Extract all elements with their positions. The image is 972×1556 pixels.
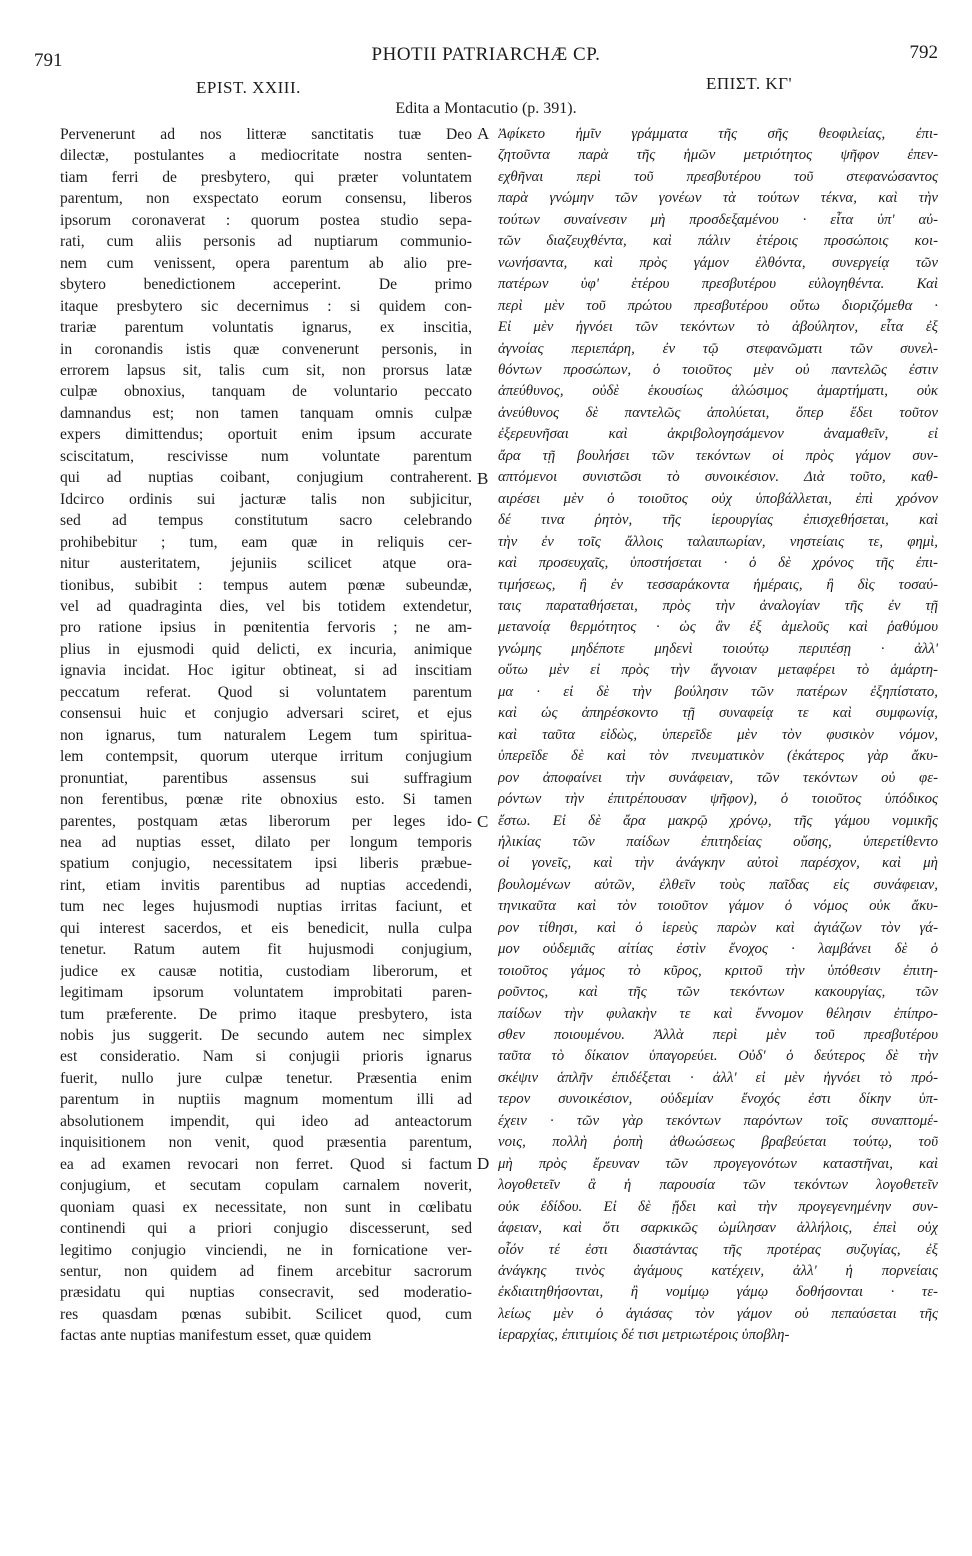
greek-text-line: δέ τινα ῥητὸν, τῆς ἱερουργίας ἐπισχεθήσεται, καὶ (498, 512, 938, 529)
latin-text-line: tum nec leges hujusmodi nuptias irritas faciunt, et (60, 898, 472, 916)
latin-text-line: absolutionem impendit, qui ideo ad anteactorum (60, 1112, 472, 1130)
greek-text-line: θόντων προσώπων, ὁ τοιοῦτος μὲν οὐ παντελῶς ἐστιν (498, 361, 938, 378)
greek-text-line: ἔστω. Εἰ δὲ ἄρα μακρῷ χρόνῳ, τῆς γάμου νομικῆς (498, 812, 938, 829)
greek-text-line: ρον τίθησι, καὶ ὁ ἱερεὺς παρὼν καὶ ἁγιάζων τὸν γά- (498, 919, 938, 936)
latin-text-line: Pervenerunt ad nos litteræ sanctitatis tuæ Deo (60, 126, 472, 143)
latin-text-line: nea ad nuptias esset, dilato per longum temporis (60, 833, 472, 851)
latin-text-line: tenetur. Ratum autem fit hujusmodi conjugium, (60, 941, 472, 959)
latin-text-line: errorem lapsus sit, talis cum sit, non prorsus latæ (60, 361, 472, 379)
greek-text-line: άφειαν, καὶ ὅτι σαρκικῶς ὡμίλησαν ἀλλήλοις, ἐπεὶ οὐχ (498, 1220, 938, 1237)
latin-text-line: sentur, non quidem ad finem arcebitur sacrorum (60, 1263, 472, 1281)
greek-text-line: ταῦτα τὸ δίκαιον ὑπαγορεύει. Οὐδ' ὁ δεύτερος δὲ τὴν (498, 1048, 938, 1065)
latin-text-line: plius in ejusmodi quid delicti, ex incuria, animique (60, 640, 472, 658)
latin-text-line: res quasdam pœnas subibit. Scilicet quod, cum (60, 1305, 472, 1323)
latin-text-line: est consideratio. Nam si conjugii prioris ignarus (60, 1048, 472, 1066)
greek-text-line: τῶν διαζευχθέντα, καὶ πάλιν ἑτέροις προσώποις κοι- (498, 233, 938, 250)
greek-text-line: οὕτω μὲν εἰ πρὸς τὴν ἄγνοιαν μεταφέρει τὸ ἁμάρτη- (498, 662, 938, 679)
greek-text-line: ταις παραταθήσεται, πρὸς τὴν ἀναλογίαν τῆς ἐν τῇ (498, 597, 938, 614)
latin-text-line: factas ante nuptias manifestum esset, quæ quidem (60, 1327, 372, 1345)
greek-text-line: μετανοίᾳ θερμότητος · ὡς ἂν ἐξ ἀμελοῦς καὶ ῥαθύμου (498, 619, 938, 636)
greek-text-line: τοιοῦτος γάμος τὸ κῦρος, κριτοῦ τὴν ὑπόθεσιν ἐπιτη- (498, 962, 938, 979)
greek-text-line: νοις, πολλὴ ῥοπὴ ἀθωώσεως βραβεύεται τούτῳ, τοῦ (498, 1134, 938, 1151)
latin-text-line: parentum, non exspectato eorum consensu, liberos (60, 190, 472, 208)
latin-text-line: ea ad examen revocari non ferret. Quod si factum (60, 1155, 472, 1173)
greek-text-line: τηνικαῦτα καὶ τὸν τοιοῦτον γάμον ὁ νόμος οὐκ ἄκυ- (498, 898, 938, 915)
greek-text-line: ἡλικίας τῶν παίδων ἐπιτηδείας οὔσης, ὑπερετίθεντο (498, 833, 938, 850)
latin-text-line: vel ad quadraginta dies, vel bis totidem extendetur, (60, 597, 472, 615)
greek-text-line: τερον συνοικέσιον, οὐδεμίαν ἔνοχός ἐστι δίκην ὑπ- (498, 1091, 938, 1108)
greek-text-line: ἱεραρχίας, ἐπιτιμίοις δέ τισι μετριωτέροις ὑποβλη- (498, 1327, 790, 1344)
greek-text-line: τιμήσεως, ἢ ἐν τεσσαράκοντα ἡμέραις, ἢ δὶς τοσαύ- (498, 576, 938, 593)
latin-text-line: rati, cum aliis personis ad nuptiarum communio- (60, 233, 472, 251)
latin-text-line: qui ad nuptias coibant, conjugium contraherent. (60, 469, 472, 487)
greek-text-line: έχειν · τῶν γὰρ τεκόντων παρόντων τοῖς συναπτομέ- (498, 1112, 938, 1129)
greek-text-line: τὴν ἐν τοῖς ἄλλοις ταλαιπωρίαν, νηστείαις τε, φημὶ, (498, 533, 938, 550)
page-number-right: 792 (909, 42, 938, 63)
latin-text-line: tiam ferri de presbytero, qui præter voluntatem (60, 168, 472, 186)
edition-note: Edita a Montacutio (p. 391). (395, 100, 577, 117)
latin-text-line: peccatum referat. Quod si voluntatem parentum (60, 683, 472, 701)
greek-text-line: καὶ προσευχαῖς, ὑποστήσεται · ὁ δὲ χρόνος τῆς ἐπι- (498, 555, 938, 572)
latin-text-line: trariæ parentum voluntatis ignarus, ex inscitia, (60, 319, 472, 337)
latin-text-line: itaque presbytero sic decernimus : si quidem con- (60, 297, 472, 315)
latin-text-line: tum præferente. De primo itaque presbytero, ista (60, 1005, 472, 1023)
latin-text-line: quoniam quasi ex necessitate, non sunt in cœlibatu (60, 1198, 472, 1216)
greek-text-line: λογοθετεῖν ἃ ἡ παρουσία τῶν τεκόντων λογοθετεῖν (498, 1177, 938, 1194)
latin-column (60, 124, 472, 1347)
greek-text-line: λείως μὲν ὁ ἁγιάσας τὸν γάμον οὐ πεπαύσεται τῆς (498, 1305, 938, 1322)
greek-text-line: οἷόν τέ ἐστι διαστάντας τῆς προτέρας συζυγίας, ἐξ (498, 1241, 938, 1258)
greek-text-line: ἄρα τῇ βουλήσει τῶν τεκόντων οἱ πρὸς γάμον συν- (498, 447, 938, 464)
latin-text-line: in coronandis istis quæ convenerunt personis, in (60, 340, 472, 358)
latin-text-line: parentum in nuptiis magnum momentum illi ad (60, 1091, 472, 1109)
latin-text-line: pro ratione ipsius in pœnitentia fervoris ; ne am- (60, 619, 472, 637)
latin-text-line: ipsorum coronaverat : quorum postea studio sepa- (60, 211, 472, 229)
latin-text-line: dilectæ, postulantes a mediocritate nostra senten- (60, 147, 472, 165)
greek-text-line: ἐξερευνῆσαι καὶ ἀκριβολογησάμενον ἀναμαθεῖν, εἰ (498, 426, 938, 443)
latin-text-line: sciscitatum, rescivisse num voluntate parentum (60, 447, 472, 465)
greek-text-line: ἀνάγκης τινὸς ἀγάμους κατέχειν, ἀλλ' ἡ πορνείαις (498, 1263, 938, 1280)
latin-text-line: consensui huic et conjugio adversari sciret, et ejus (60, 705, 472, 723)
latin-text-line: legitimam ipsorum voluntatem improbitati paren- (60, 984, 472, 1002)
greek-text-line: παρὰ γνώμην τῶν γονέων τὰ τούτων τέκνα, καὶ τὴν (498, 190, 938, 207)
latin-text-line: fuerit, nullo jure culpæ tenetur. Præsentia enim (60, 1069, 472, 1087)
greek-column (498, 124, 938, 1347)
latin-text-line: sbytero benedictionem acceperint. De primo (60, 276, 472, 294)
greek-text-line: Ἀφίκετο ἡμῖν γράμματα τῆς σῆς θεοφιλείας, ἐπι- (498, 126, 938, 142)
margin-marker-b: B (477, 469, 489, 488)
latin-text-line: damnandus est; non tamen tanquam omnis culpæ (60, 404, 472, 422)
greek-text-line: ἀνεύθυνος δὲ παντελῶς ἀπολύεται, ὅπερ ἔδει τοῦτον (498, 404, 938, 421)
latin-text-line: prohibebitur ; tum, eam quæ in reliquis cer- (60, 533, 472, 551)
greek-text-line: οἱ γονεῖς, καὶ τὴν ἀνάγκην αὐτοὶ παρέσχον, καὶ μὴ (498, 855, 938, 872)
greek-text-line: ρον ἀποφαίνει τὴν συνάφειαν, τῶν τεκόντων οὐ φε- (498, 769, 938, 786)
latin-text-line: expers dimittendus; oportuit enim ipsum accurate (60, 426, 472, 444)
latin-text-line: nitur austeritatem, jejuniis scilicet atque ora- (60, 555, 472, 573)
epistle-heading-latin: EPIST. XXIII. (196, 78, 301, 97)
margin-marker-a: A (477, 124, 490, 143)
latin-text-line: tionibus, subibit : tempus autem pœnæ subeundæ, (60, 576, 472, 594)
greek-text-line: ρόντων τὴν ἐπιτρέπουσαν ψῆφον), ὁ τοιοῦτος ὑπόδικος (498, 791, 938, 808)
latin-text-line: nem cum venissent, opera parentum ab alio pre- (60, 254, 472, 272)
greek-text-line: ἀγνοίας περιεπάρη, ἐν τῷ στεφανῶματι τῶν συνελ- (498, 340, 938, 357)
greek-text-line: οὐκ ἐδίδου. Εἰ δὲ ᾔδει καὶ τὴν προγεγενημένην συν- (498, 1198, 938, 1215)
latin-text-line: spatium conjugio, necessitatem ipsi liberis præbue- (60, 855, 472, 873)
greek-text-line: παίδων τὴν φυλακὴν τε καὶ ἔννομον θέλησιν ἐπίπρο- (498, 1005, 938, 1022)
latin-text-line: non ignarus, tum naturalem Legem tum spiritua- (60, 726, 472, 744)
latin-text-line: judice ex causæ notitia, custodiam liberorum, et (60, 962, 472, 980)
greek-text-line: ἀπεύθυνος, οὐδὲ ἑκουσίως ἁλώσιμος ἁμαρτήματι, οὐκ (498, 383, 938, 400)
greek-text-line: Εἰ μὲν ἠγνόει τῶν τεκόντων τὸ ἀβούλητον, εἶτα ἐξ (498, 319, 938, 336)
greek-text-line: καὶ ὡς ἀπηρέσκοντο τῇ συναφείᾳ τε καὶ συμφωνίᾳ, (498, 705, 938, 722)
latin-text-line: nobis jus suggerit. De secundo autem nec simplex (60, 1027, 472, 1045)
latin-text-line: lem contempsit, quorum uterque irritum conjugium (60, 748, 472, 766)
greek-text-line: μον οὐδεμιᾶς αἰτίας ἐστὶν ἔνοχος · λαμβάνει δὲ ὁ (498, 941, 938, 958)
margin-marker-c: C (477, 812, 489, 831)
greek-text-line: σκέψιν ἁπλῆν ἐπιδέξεται · ἀλλ' εἰ μὲν ἠγνόει τὸ πρό- (498, 1069, 938, 1086)
page-number-left: 791 (34, 50, 63, 71)
latin-text-line: ignavia incidat. Hoc igitur obtineat, si ad inscitiam (60, 662, 472, 680)
latin-text-line: continendi qui a priori conjugio discesserunt, sed (60, 1220, 472, 1238)
greek-text-line: ροῦντος, καὶ τῆς τῶν τεκόντων κακουργίας, τῶν (498, 984, 938, 1001)
latin-text-line: legitimo conjugio vinciendi, ne in fornicatione ver- (60, 1241, 472, 1259)
greek-text-line: ἐκδιαιτηθήσονται, ἢ νομίμῳ γάμῳ δοθήσονται · τε- (498, 1284, 938, 1301)
running-title: PHOTII PATRIARCHÆ CP. (371, 44, 601, 65)
greek-text-line: ὑπερεῖδε δὲ καὶ τὸν πνευματικὸν (ἑκάτερος γὰρ ἄκυ- (498, 748, 938, 765)
latin-text-line: qui interest sacerdos, et eis benedicit, nulla culpa (60, 919, 472, 937)
margin-marker-d: D (477, 1154, 490, 1173)
greek-text-line: ζητοῦντα παρὰ τῆς ἡμῶν μετριότητος ψῆφον ἐπεν- (498, 147, 938, 164)
greek-text-line: τούτων συναίνεσιν μὴ προσδεξαμένου · εἶτα ὑπ' αὐ- (498, 211, 938, 228)
greek-text-line: καὶ ταῦτα εἰδὼς, ὑπερεῖδε μὲν τὸν φυσικὸν νόμον, (498, 726, 938, 743)
greek-text-line: μα · εἰ δὲ τὴν βούλησιν τῶν πατέρων ἐξηπίστατο, (498, 683, 938, 700)
latin-text-line: sed ad tempus constitutum sacro celebrando (60, 512, 472, 530)
greek-text-line: νωνήσαντα, καὶ πρὸς γάμον ἐλθόντα, συνεργείᾳ τῶν (498, 254, 938, 271)
greek-text-line: βουλομένων αὐτῶν, ἐλθεῖν τοὺς παῖδας εἰς συνάφειαν, (498, 876, 938, 893)
greek-text-line: πατέρων ὑφ' ἑτέρου πρεσβυτέρου εὐλογηθέντα. Καὶ (498, 276, 938, 293)
latin-text-line: pronuntiat, parentibus assensus sui suffragium (60, 769, 472, 787)
latin-text-line: conjugium, et secutam copulam carnalem noverit, (60, 1177, 472, 1195)
greek-text-line: περὶ μὲν τοῦ πρώτου πρεσβυτέρου οὕτω διοριζόμεθα · (498, 297, 938, 314)
latin-text-line: præsidatu qui nuptias consecravit, sed moderatio- (60, 1284, 472, 1302)
latin-text-line: rint, etiam invitis parentibus ad nuptias accedendi, (60, 876, 472, 894)
epistle-heading-greek: ΕΠΙΣΤ. ΚΓ' (706, 74, 793, 93)
greek-text-line: γνώμης μηδέποτε μηδενὶ τοιούτῳ περιπέσῃ · ἀλλ' (498, 640, 938, 657)
greek-text-line: εχθῆναι περὶ τοῦ πρεσβυτέρου τοῦ στεφανώσαντος (498, 168, 938, 185)
latin-text-line: culpæ obnoxius, tanquam de voluntario peccato (60, 383, 472, 401)
latin-text-line: parentes, postquam ætas liberorum per leges ido- (60, 812, 472, 830)
greek-text-line: αιρέσει μὲν ὁ τοιοῦτος οὐχ ὑποβάλλεται, ἐπὶ χρόνον (498, 490, 938, 507)
latin-text-line: inquisitionem non venit, quod præsentia parentum, (60, 1134, 472, 1152)
latin-text-line: non ferentibus, pœnæ rite obnoxius esto. Si tamen (60, 791, 472, 809)
greek-text-line: σθεν ποιουμένου. Ἀλλὰ περὶ μὲν τοῦ πρεσβυτέρου (498, 1027, 938, 1044)
greek-text-line: απτόμενοι συνιστῶσι τὸ συνοικέσιον. Διὰ τοῦτο, καθ- (498, 469, 938, 486)
greek-text-line: μὴ πρὸς ἔρευναν τῶν προγεγονότων καταστῆναι, καὶ (498, 1155, 938, 1172)
latin-text-line: Idcirco ordinis sui jacturæ talis non subjicitur, (60, 490, 472, 508)
